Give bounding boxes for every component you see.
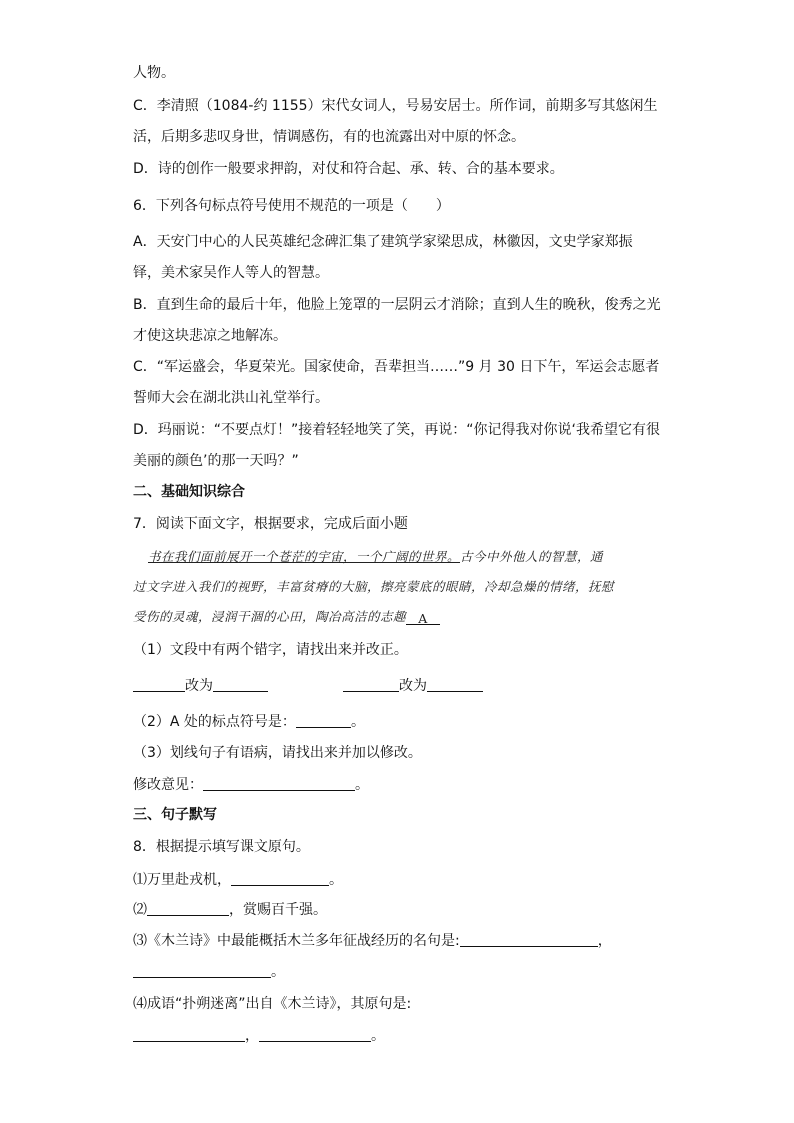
answer-blank[interactable] (427, 677, 483, 692)
answer-blank[interactable] (133, 677, 185, 692)
question-8: 8．根据提示填写课文原句。 (133, 839, 310, 855)
period: 。 (271, 964, 285, 980)
q6-option-c-line1: C．“军运盛会，华夏荣光。国家使命，吾辈担当……”9 月 30 日下午，军运会志愿者 (133, 359, 660, 375)
underlined-sentence: 书在我们面前展开一个苍茫的宇宙，一个广阔的世界。 (148, 549, 461, 564)
mark-a: A (418, 611, 428, 626)
answer-blank[interactable] (343, 677, 399, 692)
option-d: D．诗的创作一般要求押韵，对仗和符合起、承、转、合的基本要求。 (133, 161, 564, 177)
q6-option-d-line2: 美丽的颜色’的那一天吗？” (133, 453, 299, 469)
question-7: 7．阅读下面文字，根据要求，完成后面小题 (133, 516, 408, 532)
gaiwei-label: 改为 (185, 678, 213, 694)
answer-blank[interactable] (231, 871, 329, 886)
fill-4: ⑷成语“扑朔迷离”出自《木兰诗》，其原句是: (133, 996, 412, 1012)
answer-blank[interactable] (259, 1027, 371, 1042)
label: ⑴万里赴戎机， (133, 872, 231, 888)
q6-option-d-line1: D．玛丽说：“不要点灯！”接着轻轻地笑了笑，再说：“你记得我对你说‘我希望它有很 (133, 422, 660, 438)
option-c-line2: 活，后期多悲叹身世，情调感伤，有的也流露出对中原的怀念。 (133, 129, 525, 145)
answer-blank[interactable] (203, 776, 355, 791)
answer-blank[interactable] (296, 713, 351, 728)
fill-2 (133, 901, 327, 919)
revision-label: 修改意见： (133, 777, 203, 793)
sub-question-2 (133, 713, 365, 731)
question-6: 6．下列各句标点符号使用不规范的一项是（ ） (133, 198, 450, 214)
label: ⑶《木兰诗》中最能概括木兰多年征战经历的名句是: (133, 933, 460, 949)
answer-blank[interactable] (147, 901, 229, 916)
fill-1 (133, 871, 343, 889)
q6-option-c-line2: 誓师大会在湖北洪山礼堂举行。 (133, 390, 329, 406)
option-c-line1: C．李清照（1084-约 1155）宋代女词人，号易安居士。所作词，前期多写其悠闲生 (133, 98, 658, 114)
text-line: 人物。 (133, 65, 175, 81)
section-heading-2: 二、基础知识综合 (133, 484, 245, 500)
sub-question-1: （1）文段中有两个错字，请找出来并改正。 (133, 642, 408, 658)
answer-blank[interactable] (213, 677, 268, 692)
period: 。 (350, 714, 365, 730)
passage-line1 (148, 548, 603, 566)
answer-blank[interactable] (133, 1027, 245, 1042)
revision-row (133, 776, 369, 794)
gaiwei-label: 改为 (399, 678, 427, 694)
passage-line3 (133, 608, 440, 626)
label: （2）A 处的标点符号是： (133, 714, 296, 730)
answer-row-2 (343, 677, 483, 695)
period: 。 (329, 872, 343, 888)
period: 。 (371, 1028, 385, 1044)
q6-option-b-line2: 才使这块悲凉之地解冻。 (133, 328, 287, 344)
section-heading-3: 三、句子默写 (133, 807, 217, 823)
label: ，赏赐百千强。 (229, 902, 327, 918)
fill-4b (133, 1027, 385, 1045)
q6-option-b-line1: B．直到生命的最后十年，他脸上笼罩的一层阴云才消除；直到人生的晚秋，俊秀之光 (133, 297, 661, 313)
q6-option-a-line2: 铎，美术家吴作人等人的智慧。 (133, 265, 329, 281)
passage-text: 受伤的灵魂，浸润干涸的心田，陶冶高洁的志趣 (133, 609, 407, 624)
sub-question-3: （3）划线句子有语病，请找出来并加以修改。 (133, 745, 422, 761)
q6-option-a-line1: A．天安门中心的人民英雄纪念碑汇集了建筑学家梁思成，林徽因，文史学家郑振 (133, 234, 633, 250)
answer-blank[interactable] (460, 932, 598, 947)
passage-text: 古今中外他人的智慧，通 (460, 549, 604, 564)
period: 。 (355, 777, 369, 793)
comma: ， (245, 1028, 259, 1044)
answer-blank[interactable] (133, 963, 271, 978)
fill-3b (133, 963, 285, 981)
blank-a[interactable] (406, 610, 440, 625)
answer-row-1 (133, 677, 268, 695)
label: ⑵ (133, 902, 147, 918)
passage-line2: 过文字进入我们的视野，丰富贫瘠的大脑，擦亮蒙底的眼睛，冷却急燥的情绪，抚慰 (133, 579, 615, 594)
comma: ， (597, 933, 612, 949)
fill-3 (133, 932, 612, 950)
